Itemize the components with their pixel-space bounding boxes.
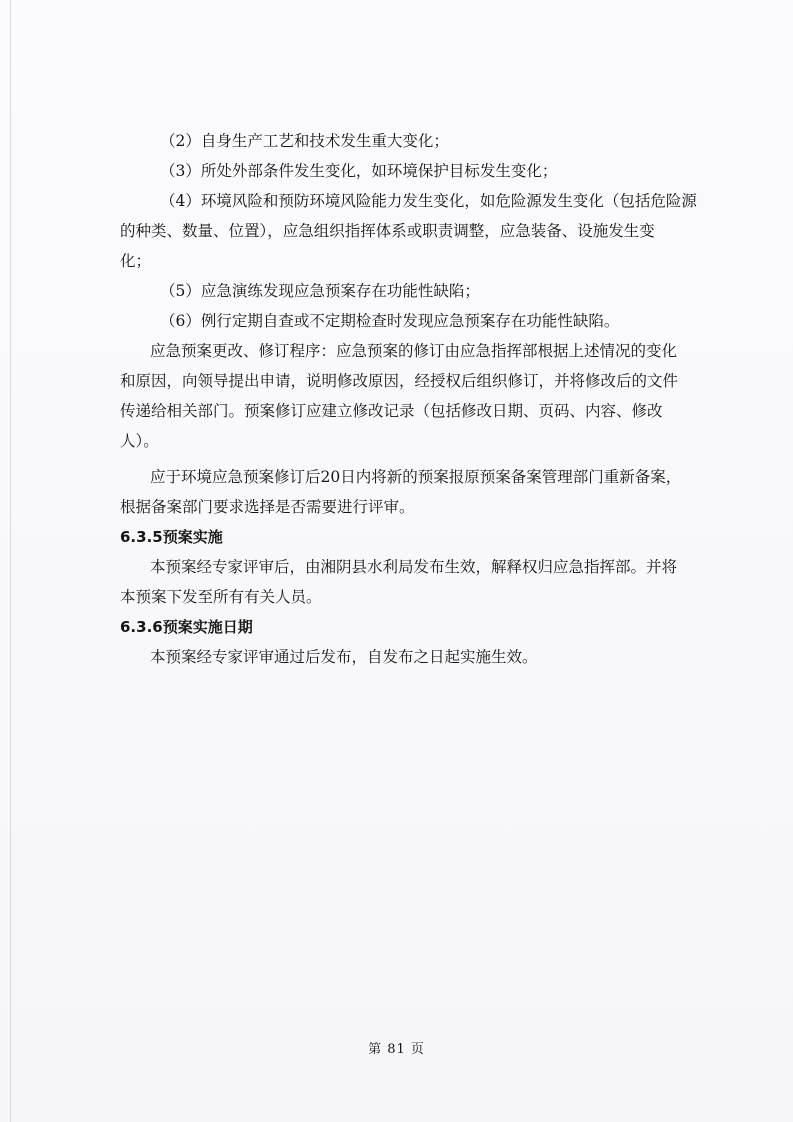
revision-procedure-line-2: 和原因，向领导提出申请，说明修改原因，经授权后组织修订，并将修改后的文件 (120, 372, 679, 390)
page-edge-line (10, 0, 11, 1122)
list-item-6: （6）例行定期自查或不定期检查时发现应急预案存在功能性缺陷。 (160, 312, 620, 330)
revision-procedure-line-1: 应急预案更改、修订程序：应急预案的修订由应急指挥部根据上述情况的变化 (150, 342, 678, 360)
effective-date-line: 本预案经专家评审通过后发布，自发布之日起实施生效。 (150, 648, 538, 666)
list-item-4-line-2: 的种类、数量、位置），应急组织指挥体系或职责调整，应急装备、设施发生变 (120, 222, 655, 240)
filing-requirement-line-2: 根据备案部门要求选择是否需要进行评审。 (120, 498, 415, 516)
section-heading-6-3-6: 6.3.6预案实施日期 (120, 618, 253, 636)
list-item-4-line-3: 化； (120, 252, 152, 270)
implementation-line-1: 本预案经专家评审后，由湘阴县水利局发布生效，解释权归应急指挥部。并将 (150, 558, 678, 576)
revision-procedure-line-4: 人）。 (120, 432, 159, 450)
list-item-4-line-1: （4）环境风险和预防环境风险能力发生变化，如危险源发生变化（包括危险源 (160, 192, 697, 210)
filing-requirement-line-1: 应于环境应急预案修订后20日内将新的预案报原预案备案管理部门重新备案， (150, 468, 682, 486)
page-number: 第 81 页 (368, 1042, 425, 1057)
document-body (120, 126, 695, 672)
section-heading-6-3-5: 6.3.5预案实施 (120, 528, 223, 546)
revision-procedure-line-3: 传递给相关部门。预案修订应建立修改记录（包括修改日期、页码、内容、修改 (120, 402, 663, 420)
list-item-2: （2）自身生产工艺和技术发生重大变化； (160, 132, 449, 150)
implementation-line-2: 本预案下发至所有有关人员。 (120, 588, 322, 606)
list-item-5: （5）应急演练发现应急预案存在功能性缺陷； (160, 282, 480, 300)
list-item-3: （3）所处外部条件发生变化，如环境保护目标发生变化； (160, 162, 558, 180)
